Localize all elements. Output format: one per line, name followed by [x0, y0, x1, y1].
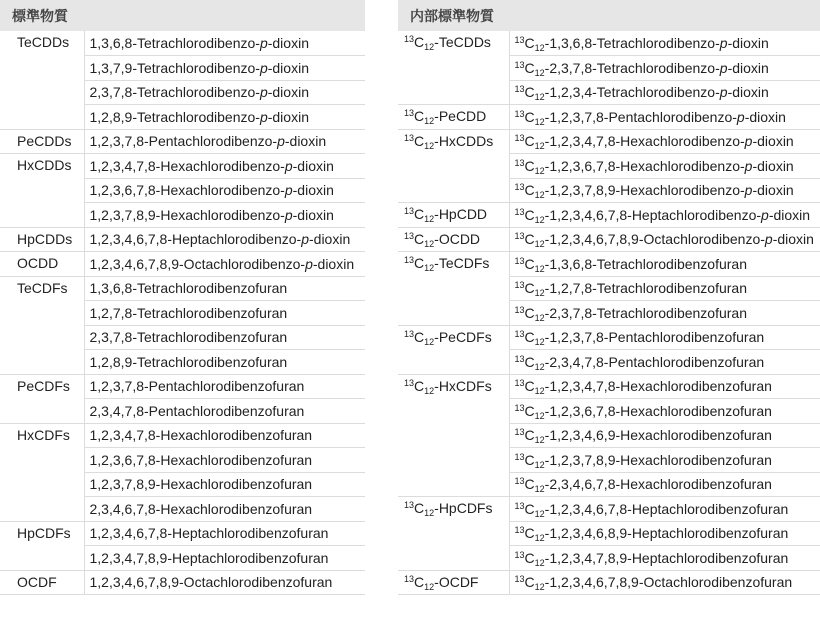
compound-name: 2,3,4,6,7,8-Hexachlorodibenzofuran — [84, 497, 365, 522]
standards-body — [0, 31, 365, 595]
internal-standards-table — [398, 0, 820, 595]
compound-name: $^{13}C_{12}-1,2,3,7,8,9$-Hexachlorodibenzofuran — [509, 448, 820, 473]
compound-name: 1,2,3,4,6,7,8-Heptachlorodibenzofuran — [84, 521, 365, 546]
compound-name: 1,2,3,6,7,8-Hexachlorodibenzofuran — [84, 448, 365, 473]
compound-name: 2,3,4,7,8-Pentachlorodibenzofuran — [84, 399, 365, 424]
compound-name: $^{13}C_{12}-1,2,3,4,6,7,8,9-Octachlorodibenzo-p$-dioxin — [509, 227, 820, 252]
header-row — [0, 0, 365, 31]
group-label: $^{13}C_{12}$-HxCDFs — [398, 374, 509, 497]
compound-name: 1,2,3,7,8,9-Hexachlorodibenzofuran — [84, 472, 365, 497]
group-label: $^{13}C_{12}$-TeCDFs — [398, 252, 509, 326]
table-row — [398, 31, 820, 56]
table-row — [398, 105, 820, 130]
compound-name: $^{13}C_{12}-2,3,4,7,8$-Pentachlorodibenzofuran — [509, 350, 820, 375]
compound-name: 2,3,7,8-Tetrachlorodibenzofuran — [84, 325, 365, 350]
table-row — [0, 252, 365, 277]
compound-name: 1,2,8,9-Tetrachlorodibenzo-p-dioxin — [84, 105, 365, 130]
table-row — [0, 31, 365, 56]
compound-name: 2,3,7,8-Tetrachlorodibenzo-p-dioxin — [84, 80, 365, 105]
table-row — [398, 497, 820, 522]
header-row — [398, 0, 820, 31]
table-row — [0, 276, 365, 301]
compound-name: 1,2,3,4,6,7,8,9-Octachlorodibenzo-p-dioxin — [84, 252, 365, 277]
compound-name: $^{13}C_{12}-1,2,3,6,7,8$-Hexachlorodibenzofuran — [509, 399, 820, 424]
compound-name: $^{13}C_{12}-2,3,7,8-Tetrachlorodibenzo-p$-dioxin — [509, 56, 820, 81]
group-label: $^{13}C_{12}$-OCDF — [398, 570, 509, 595]
compound-name: 1,2,3,4,7,8,9-Heptachlorodibenzofuran — [84, 546, 365, 571]
group-label: HxCDDs — [0, 154, 84, 228]
compound-name: 1,2,7,8-Tetrachlorodibenzofuran — [84, 301, 365, 326]
table-row — [0, 423, 365, 448]
group-label: $^{13}C_{12}$-HpCDFs — [398, 497, 509, 571]
group-label: HpCDDs — [0, 227, 84, 252]
compound-name: $^{13}C_{12}-1,2,3,4,6,7,8,9$-Octachlorodibenzofuran — [509, 570, 820, 595]
group-label: HpCDFs — [0, 521, 84, 570]
compound-name: $^{13}C_{12}-2,3,4,6,7,8$-Hexachlorodibenzofuran — [509, 472, 820, 497]
table-row — [0, 570, 365, 595]
table-row — [398, 374, 820, 399]
internal-standards-header: 内部標準物質 — [398, 0, 820, 31]
group-label: HxCDFs — [0, 423, 84, 521]
table-row — [398, 252, 820, 277]
group-label: $^{13}C_{12}$-HxCDDs — [398, 129, 509, 203]
compound-name: $^{13}C_{12}-1,2,3,7,8$-Pentachlorodibenzofuran — [509, 325, 820, 350]
table-row — [0, 129, 365, 154]
compound-name: 1,2,3,7,8,9-Hexachlorodibenzo-p-dioxin — [84, 203, 365, 228]
compound-name: 1,2,3,7,8-Pentachlorodibenzo-p-dioxin — [84, 129, 365, 154]
compound-name: $^{13}C_{12}-1,2,3,4,7,8,9$-Heptachlorodibenzofuran — [509, 546, 820, 571]
table-row — [398, 570, 820, 595]
standards-table — [0, 0, 365, 595]
group-label: TeCDDs — [0, 31, 84, 129]
table-row — [398, 203, 820, 228]
compound-name: $^{13}C_{12}-2,3,7,8$-Tetrachlorodibenzofuran — [509, 301, 820, 326]
table-row — [0, 521, 365, 546]
compound-name: 1,2,3,4,7,8-Hexachlorodibenzo-p-dioxin — [84, 154, 365, 179]
compound-name: $^{13}C_{12}-1,2,7,8$-Tetrachlorodibenzofuran — [509, 276, 820, 301]
standards-header: 標準物質 — [0, 0, 365, 31]
group-label: $^{13}C_{12}$-TeCDDs — [398, 31, 509, 105]
compound-name: $^{13}C_{12}-1,2,3,4,6,9$-Hexachlorodibenzofuran — [509, 423, 820, 448]
group-label: OCDD — [0, 252, 84, 277]
compound-name: $^{13}C_{12}-1,2,3,4-Tetrachlorodibenzo-p$-dioxin — [509, 80, 820, 105]
group-label: $^{13}C_{12}$-PeCDFs — [398, 325, 509, 374]
group-label: TeCDFs — [0, 276, 84, 374]
compound-name: 1,2,3,4,7,8-Hexachlorodibenzofuran — [84, 423, 365, 448]
group-label: $^{13}C_{12}$-PeCDD — [398, 105, 509, 130]
table-row — [398, 227, 820, 252]
compound-name: $^{13}C_{12}-1,2,3,4,6,7,8-Heptachlorodibenzo-p$-dioxin — [509, 203, 820, 228]
compound-name: 1,3,6,8-Tetrachlorodibenzo-p-dioxin — [84, 31, 365, 56]
compound-name: 1,3,6,8-Tetrachlorodibenzofuran — [84, 276, 365, 301]
compound-name: 1,3,7,9-Tetrachlorodibenzo-p-dioxin — [84, 56, 365, 81]
compound-name: 1,2,3,7,8-Pentachlorodibenzofuran — [84, 374, 365, 399]
group-label: $^{13}C_{12}$-HpCDD — [398, 203, 509, 228]
compound-name: 1,2,3,4,6,7,8,9-Octachlorodibenzofuran — [84, 570, 365, 595]
compound-name: 1,2,3,4,6,7,8-Heptachlorodibenzo-p-dioxin — [84, 227, 365, 252]
table-row — [0, 154, 365, 179]
internal-standards-body — [398, 31, 820, 595]
group-label: PeCDDs — [0, 129, 84, 154]
group-label: $^{13}C_{12}$-OCDD — [398, 227, 509, 252]
compound-name: $^{13}C_{12}-1,2,3,7,8-Pentachlorodibenzo-p$-dioxin — [509, 105, 820, 130]
compound-name: $^{13}C_{12}-1,3,6,8$-Tetrachlorodibenzofuran — [509, 252, 820, 277]
group-label: PeCDFs — [0, 374, 84, 423]
table-row — [0, 227, 365, 252]
compound-name: $^{13}C_{12}-1,2,3,4,7,8-Hexachlorodibenzo-p$-dioxin — [509, 129, 820, 154]
table-row — [398, 129, 820, 154]
compound-name: 1,2,3,6,7,8-Hexachlorodibenzo-p-dioxin — [84, 178, 365, 203]
compound-name: $^{13}C_{12}-1,3,6,8-Tetrachlorodibenzo-p$-dioxin — [509, 31, 820, 56]
compound-name: $^{13}C_{12}-1,2,3,4,6,8,9$-Heptachlorodibenzofuran — [509, 521, 820, 546]
table-row — [0, 374, 365, 399]
group-label: OCDF — [0, 570, 84, 595]
compound-name: 1,2,8,9-Tetrachlorodibenzofuran — [84, 350, 365, 375]
table-row — [398, 325, 820, 350]
compound-name: $^{13}C_{12}-1,2,3,6,7,8-Hexachlorodibenzo-p$-dioxin — [509, 154, 820, 179]
compound-name: $^{13}C_{12}-1,2,3,4,6,7,8$-Heptachlorodibenzofuran — [509, 497, 820, 522]
compound-name: $^{13}C_{12}-1,2,3,7,8,9-Hexachlorodibenzo-p$-dioxin — [509, 178, 820, 203]
compound-name: $^{13}C_{12}-1,2,3,4,7,8$-Hexachlorodibenzofuran — [509, 374, 820, 399]
